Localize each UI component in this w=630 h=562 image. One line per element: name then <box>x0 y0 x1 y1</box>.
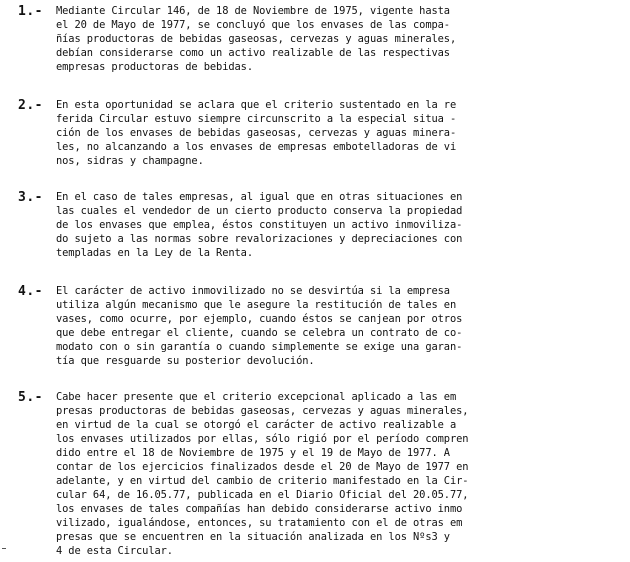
text-line: ñías productoras de bebidas gaseosas, cervezas y aguas minerales, <box>56 33 457 45</box>
text-line: los envases de tales compañías han debido considerarse activo inmo <box>56 503 463 515</box>
text-line: presas que se encuentren en la situación analizada en los Nºs3 y <box>56 531 450 543</box>
scan-edge-mark <box>2 548 6 549</box>
text-line: templadas en la Ley de la Renta. <box>56 247 253 259</box>
text-line: ferida Circular estuvo siempre circunscrito a la especial situa - <box>56 113 457 125</box>
text-line: debían considerarse como un activo realizable de las respectivas <box>56 47 450 59</box>
text-line: En el caso de tales empresas, al igual que en otras situaciones en <box>56 191 463 203</box>
text-line: adelante, y en virtud del cambio de criterio manifestado en la Cir- <box>56 475 469 487</box>
paragraph-text <box>56 98 622 168</box>
text-line: vases, como ocurre, por ejemplo, cuando éstos se canjean por otros <box>56 313 463 325</box>
text-line: vilizado, igualándose, entonces, su tratamiento con el de otras em <box>56 517 463 529</box>
text-line: Mediante Circular 146, de 18 de Noviembre de 1975, vigente hasta <box>56 5 450 17</box>
text-line: en virtud de la cual se otorgó el carácter de activo realizable a <box>56 419 457 431</box>
text-line: cular 64, de 16.05.77, publicada en el Diario Oficial del 20.05.77, <box>56 489 469 501</box>
text-line: nos, sidras y champagne. <box>56 155 204 167</box>
text-line: Cabe hacer presente que el criterio excepcional aplicado a las em <box>56 391 457 403</box>
text-line: los envases utilizados por ellas, sólo rigió por el período compren <box>56 433 469 445</box>
paragraph-text <box>56 284 622 368</box>
text-line: ción de los envases de bebidas gaseosas, cervezas y aguas minera- <box>56 127 457 139</box>
text-line: modato con o sin garantía o cuando simplemente se exige una garan- <box>56 341 463 353</box>
text-line: de los envases que emplea, éstos constituyen un activo inmoviliza- <box>56 219 463 231</box>
text-line: El carácter de activo inmovilizado no se desvirtúa si la empresa <box>56 285 450 297</box>
text-line: que debe entregar el cliente, cuando se celebra un contrato de co- <box>56 327 463 339</box>
text-line: do sujeto a las normas sobre revalorizaciones y depreciaciones con <box>56 233 463 245</box>
paragraph-number: 2.- <box>18 98 43 113</box>
paragraph-number: 4.- <box>18 284 43 299</box>
text-line: tía que resguarde su posterior devolución. <box>56 355 315 367</box>
paragraph-text <box>56 190 622 260</box>
text-line: empresas productoras de bebidas. <box>56 61 253 73</box>
text-line: contar de los ejercicios finalizados desde el 20 de Mayo de 1977 en <box>56 461 469 473</box>
paragraph-number: 1.- <box>18 4 43 19</box>
paragraph-number: 3.- <box>18 190 43 205</box>
text-line: les, no alcanzando a los envases de empresas embotelladoras de vi <box>56 141 457 153</box>
text-line: el 20 de Mayo de 1977, se concluyó que los envases de las compa- <box>56 19 450 31</box>
paragraph-text <box>56 390 622 558</box>
text-line: 4 de esta Circular. <box>56 545 173 557</box>
text-line: dido entre el 18 de Noviembre de 1975 y el 19 de Mayo de 1977. A <box>56 447 450 459</box>
text-line: presas productoras de bebidas gaseosas, cervezas y aguas minerales, <box>56 405 469 417</box>
text-line: las cuales el vendedor de un cierto producto conserva la propiedad <box>56 205 463 217</box>
text-line: utiliza algún mecanismo que le asegure la restitución de tales en <box>56 299 457 311</box>
paragraph-number: 5.- <box>18 390 43 405</box>
text-line: En esta oportunidad se aclara que el criterio sustentado en la re <box>56 99 457 111</box>
paragraph-text <box>56 4 622 74</box>
